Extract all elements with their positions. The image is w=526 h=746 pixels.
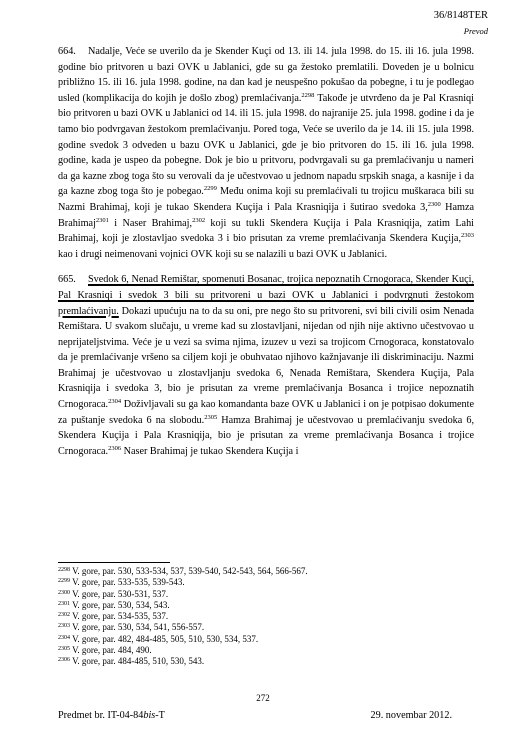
case-number bbox=[58, 710, 165, 721]
footnote-text: V. gore, par. 530, 534, 541, 556-557. bbox=[72, 622, 205, 633]
paragraph-number: 665. bbox=[58, 274, 76, 286]
footnote bbox=[58, 656, 478, 667]
paragraph-text: Hamza Brahimaj je učestvovao u premlaćivanju svedoka 6, Skendera Kuçija i Pala Krasniqija, bio je prisutan za vreme premlaćivanja Bosanca i trojice Crnogoraca. bbox=[58, 414, 474, 457]
footnote bbox=[58, 577, 478, 588]
case-number-suffix: -T bbox=[155, 710, 165, 721]
paragraph-text: Hamza Brahimaj bbox=[58, 201, 474, 229]
footnote-divider bbox=[58, 562, 170, 563]
footnote-ref[interactable]: 2306 bbox=[108, 444, 122, 452]
footnote-number: 2302 bbox=[58, 612, 70, 619]
paragraph-number: 664. bbox=[58, 46, 76, 57]
paragraph-664 bbox=[58, 44, 474, 262]
footnote-text: V. gore, par. 530, 533-534, 537, 539-540, 542-543, 564, 566-567. bbox=[72, 566, 308, 576]
footnote-text: V. gore, par. 484-485, 510, 530, 543. bbox=[72, 656, 205, 667]
footnote-ref[interactable]: 2303 bbox=[461, 232, 474, 240]
document-reference: 36/8148TER bbox=[433, 10, 488, 21]
footnote-number: 2305 bbox=[58, 646, 70, 653]
footnote-number: 2299 bbox=[58, 578, 70, 585]
footnote-number: 2306 bbox=[58, 657, 70, 664]
paragraph-text: Doživljavali su ga kao komandanta baze OVK u Jablanici i on je potpisao dokumente za puštanje svedoka 6 na slobodu. bbox=[58, 399, 474, 426]
paragraph-text: Dokazi upućuju na to da su oni, pre nego što su pritvoreni, svi bili civili osim Nenada Remištara. U svakom slučaju, u vreme kad su zlostavljani, nijedan od njih nije aktivno učestvovao u neprijateljstvima. Veće je u vezi sa svima njima, izuzev u vezi sa trojicom Crnogoraca, konstatovalo da je premlaćivanje vršeno sa ciljem koji je obuhvatao njihovo kažnjavanje ili diskriminaciju. Nazmi Brahimaj je učestvovao u zlostavljanju svedoka 6, Nenada Remištara, Skendera Kuçija, Pala Krasniqija i svedoka 3, bio je prisutan za vreme premlaćivanja Bosanca i trojice nepoznatih Crnogoraca. bbox=[58, 305, 474, 411]
document-date: 29. novembar 2012. bbox=[370, 710, 452, 721]
underlined-finding: Svedok 6, Nenad Remištar, spomenuti Bosanac, trojica nepoznatih Crnogoraca, Skender Kuçi, Pal Krasniqi i svedok 3 bili su pritvoreni u bazi OVK u Jablanici i podvrgnuti žestokom premlaćivanju. bbox=[58, 274, 474, 317]
footnote-number: 2300 bbox=[58, 589, 70, 596]
footnote bbox=[58, 566, 478, 577]
footnotes-list bbox=[58, 566, 478, 668]
footnote-ref[interactable]: 2298 bbox=[301, 91, 315, 99]
paragraph-text: i Naser Brahimaj, bbox=[108, 217, 193, 229]
footnote-text: V. gore, par. 482, 484-485, 505, 510, 530, 534, 537. bbox=[72, 633, 259, 644]
footnote-number: 2298 bbox=[58, 567, 70, 573]
footnote bbox=[58, 600, 478, 611]
footnote-ref[interactable]: 2300 bbox=[427, 200, 441, 208]
footnote bbox=[58, 622, 478, 633]
footnote-number: 2301 bbox=[58, 600, 70, 607]
footnote-number: 2304 bbox=[58, 634, 70, 641]
paragraph-text: koji su tukli Skendera Kuçija i Pala Krasniqija, zatim Lahi Brahimaj, koji je zlostavljao svedoka 3 i bio prisutan za vreme premlaćivanja Skendera Kuçija, bbox=[58, 217, 474, 245]
translation-label: Prevod bbox=[463, 26, 488, 36]
footnote-text: V. gore, par. 530-531, 537. bbox=[72, 588, 169, 599]
footnote-text: V. gore, par. 533-535, 539-543. bbox=[72, 577, 185, 588]
page-number: 272 bbox=[256, 693, 270, 703]
footnote bbox=[58, 589, 478, 600]
document-body bbox=[58, 44, 474, 459]
footnote-number: 2303 bbox=[58, 623, 70, 630]
paragraph-text: Nadalje, Veće se uverilo da je Skender Kuçi od 13. ili 14. jula 1998. do 15. ili 16. jula 1998. godine bio pritvoren u bazi OVK u Jablanici, gde su ga žestoko premlatili. Doveden je u bolnicu približno 15. ili 16. jula 1998. godine, na dan kad je neuspešno pokušao da pobegne, i tu je podlegao usled (komplikacija do kojih je došlo zbog) premlaćivanja. bbox=[58, 46, 474, 104]
footnote-ref[interactable]: 2304 bbox=[108, 398, 122, 406]
paragraph-text: Naser Brahimaj je tukao Skendera Kuçija i bbox=[121, 445, 299, 457]
footnote bbox=[58, 645, 478, 656]
footnote-ref[interactable]: 2301 bbox=[95, 216, 109, 224]
paragraph-text: Takođe je utvrđeno da je Pal Krasniqi bio pritvoren u bazi OVK u Jablanici od 14. ili 15. jula 1998. do najranije 25. jula 1998. godine i da je tamo bio podvrgavan žestokom premlaćivanju. Pored toga, Veće se uverilo da je 14. ili 15. jula 1998. godine svedok 3 odveden u bazu OVK u Jablanici, gde je bio pritvoren do 15. ili 16. jula 1998. godine, kada je uspeo da pobegne. Dok je bio u pritvoru, podvrgavali su ga premlaćivanju u nameri da ga kazne zbog toga što su verovali da je učestvovao u jednom napadu srpskih snaga, a kasnije i da ga kazne zbog toga što je pobegao. bbox=[58, 92, 474, 198]
footnote-text: V. gore, par. 530, 534, 543. bbox=[72, 599, 170, 610]
case-number-prefix: Predmet br. IT-04-84 bbox=[58, 710, 144, 721]
paragraph-text: kao i drugi neimenovani vojnici OVK koji su se nalazili u bazi OVK u Jablanici. bbox=[58, 248, 388, 260]
footnote-ref[interactable]: 2302 bbox=[192, 216, 206, 224]
footnote bbox=[58, 634, 478, 645]
paragraph-665 bbox=[58, 272, 474, 459]
footnote-ref[interactable]: 2299 bbox=[203, 185, 217, 193]
footnote bbox=[58, 611, 478, 622]
case-number-bis: bis bbox=[143, 710, 156, 721]
footnote-text: V. gore, par. 484, 490. bbox=[72, 645, 152, 656]
paragraph-text: Među onima koji su premlaćivali tu trojicu muškaraca bili su Nazmi Brahimaj, koji je tukao Skendera Kuçija i Pala Krasniqija i šutirao svedoka 3, bbox=[58, 186, 474, 213]
footnote-ref[interactable]: 2305 bbox=[204, 413, 218, 421]
footnote-text: V. gore, par. 534-535, 537. bbox=[72, 611, 169, 622]
